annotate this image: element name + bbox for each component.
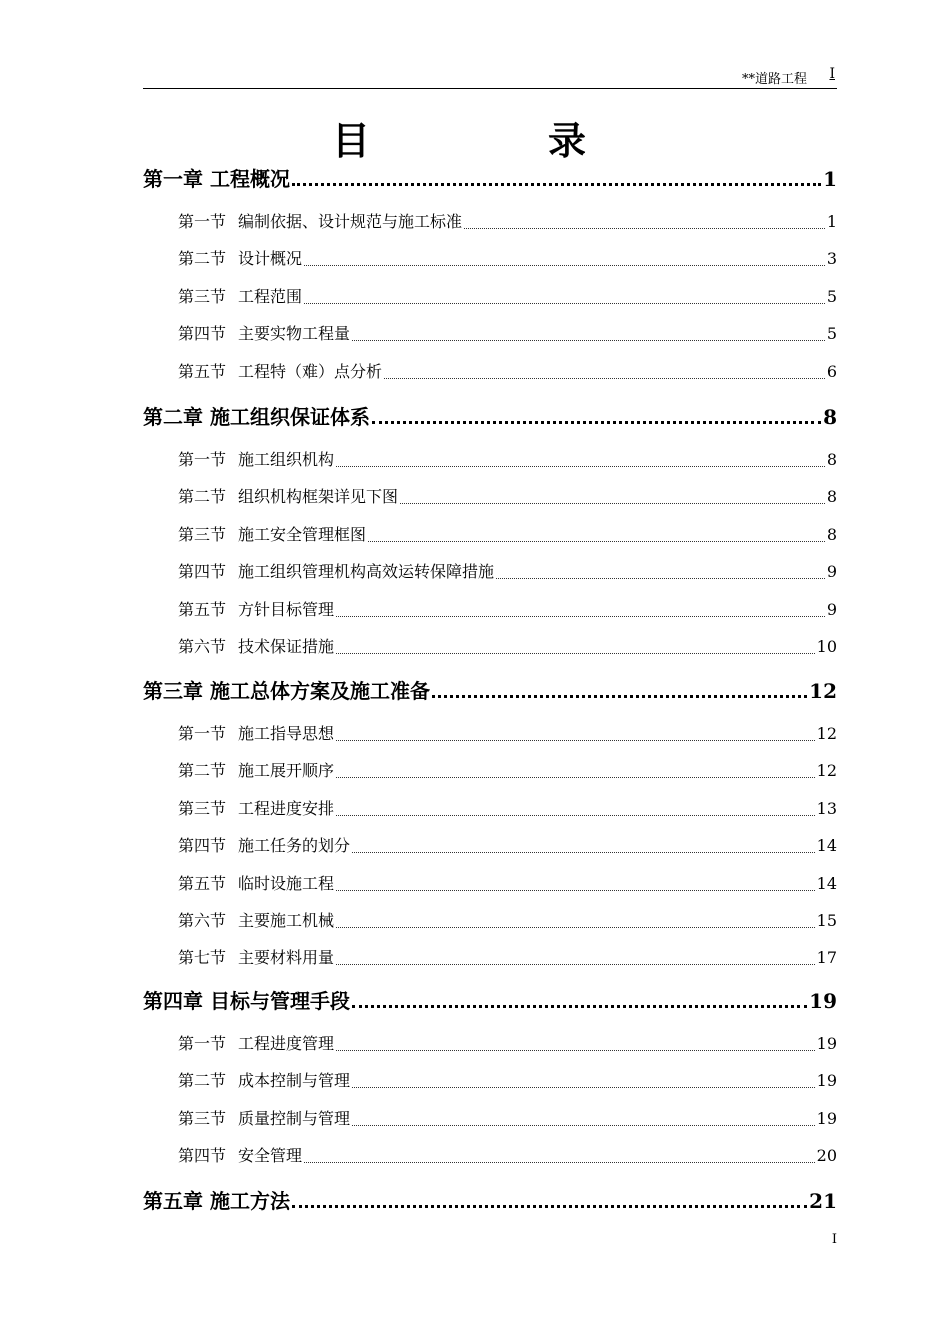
toc-section-number: 第一节 bbox=[178, 450, 227, 469]
toc-section-number: 第六节 bbox=[178, 637, 227, 656]
toc-page-number: 15 bbox=[816, 911, 837, 930]
toc-entry-label: 工程进度管理 bbox=[238, 1034, 335, 1053]
footer-page-number: I bbox=[831, 1232, 837, 1247]
dot-leader bbox=[336, 890, 815, 891]
dot-leader bbox=[336, 964, 815, 965]
toc-entry-label: 施工组织机构 bbox=[238, 450, 335, 469]
toc-entry-label: 方针目标管理 bbox=[238, 599, 335, 619]
toc-section-entry[interactable] bbox=[178, 1106, 837, 1132]
toc-page-number: 21 bbox=[809, 1189, 837, 1213]
dot-leader bbox=[336, 815, 815, 816]
toc-entry-label: 安全管理 bbox=[238, 1146, 303, 1166]
toc-page-number: 12 bbox=[809, 679, 837, 703]
toc-section-number: 第一节 bbox=[178, 1034, 227, 1053]
toc-section-entry[interactable] bbox=[178, 721, 837, 747]
toc-entry-label: 施工组织管理机构高效运转保障措施 bbox=[238, 562, 495, 582]
dot-leader bbox=[336, 653, 815, 654]
toc-page-number: 9 bbox=[826, 562, 837, 582]
toc-entry-label: 工程范围 bbox=[238, 286, 303, 306]
dot-leader bbox=[352, 1005, 807, 1008]
toc-section-entry[interactable] bbox=[178, 359, 837, 385]
toc-page-number: 5 bbox=[826, 324, 837, 344]
header-page-number: I bbox=[829, 66, 835, 82]
dot-leader bbox=[352, 1087, 815, 1088]
toc-page-number: 6 bbox=[826, 361, 837, 381]
toc-page-number: 8 bbox=[826, 487, 837, 507]
toc-section-number: 第二节 bbox=[178, 487, 227, 507]
toc-section-number: 第二节 bbox=[178, 761, 227, 781]
dot-leader bbox=[352, 1125, 815, 1126]
dot-leader bbox=[304, 1162, 815, 1163]
dot-leader bbox=[336, 616, 825, 617]
toc-section-number: 第四节 bbox=[178, 324, 227, 344]
toc-entry-label: 第一章 工程概况 bbox=[143, 167, 290, 191]
dot-leader bbox=[304, 303, 825, 304]
toc-section-number: 第四节 bbox=[178, 1146, 227, 1166]
toc-section-entry[interactable] bbox=[178, 1143, 837, 1169]
toc-section-entry[interactable] bbox=[178, 246, 837, 272]
toc-section-number: 第二节 bbox=[178, 249, 227, 269]
toc-entry-label: 施工安全管理框图 bbox=[238, 524, 367, 544]
toc-page-number: 20 bbox=[816, 1146, 837, 1166]
dot-leader bbox=[384, 378, 825, 379]
toc-entry-label: 第三章 施工总体方案及施工准备 bbox=[143, 679, 430, 703]
dot-leader bbox=[464, 228, 825, 229]
toc-entry-label: 工程进度安排 bbox=[238, 798, 335, 818]
toc-entry-label: 施工指导思想 bbox=[238, 724, 335, 743]
dot-leader bbox=[352, 340, 825, 341]
toc-chapter-entry[interactable] bbox=[143, 676, 837, 706]
toc-page-number: 1 bbox=[823, 167, 837, 191]
toc-section-entry[interactable] bbox=[178, 945, 837, 971]
dot-leader bbox=[292, 1205, 807, 1208]
toc-chapter-entry[interactable] bbox=[143, 402, 837, 432]
toc-page-number: 10 bbox=[816, 637, 837, 656]
toc-page-number: 14 bbox=[816, 873, 837, 893]
toc-section-number: 第三节 bbox=[178, 524, 227, 544]
toc-entry-label: 施工展开顺序 bbox=[238, 761, 335, 781]
toc-entry-label: 成本控制与管理 bbox=[238, 1071, 351, 1091]
toc-entry-label: 质量控制与管理 bbox=[238, 1108, 351, 1128]
dot-leader bbox=[432, 695, 807, 698]
dot-leader bbox=[304, 265, 825, 266]
toc-section-number: 第一节 bbox=[178, 212, 227, 231]
toc-section-number: 第二节 bbox=[178, 1071, 227, 1091]
toc-page-number: 19 bbox=[816, 1108, 837, 1128]
toc-section-number: 第三节 bbox=[178, 1108, 227, 1128]
toc-section-number: 第六节 bbox=[178, 911, 227, 930]
toc-title: 目 录 bbox=[331, 119, 656, 163]
toc-page-number: 9 bbox=[826, 599, 837, 619]
toc-page-number: 5 bbox=[826, 286, 837, 306]
dot-leader bbox=[336, 927, 815, 928]
toc-page-number: 8 bbox=[826, 524, 837, 544]
toc-section-entry[interactable] bbox=[178, 284, 837, 310]
toc-section-entry[interactable] bbox=[178, 484, 837, 510]
toc-section-entry[interactable] bbox=[178, 559, 837, 585]
toc-entry-label: 临时设施工程 bbox=[238, 873, 335, 893]
toc-section-entry[interactable] bbox=[178, 321, 837, 347]
toc-section-entry[interactable] bbox=[178, 209, 837, 235]
toc-section-entry[interactable] bbox=[178, 447, 837, 473]
toc-page-number: 13 bbox=[816, 798, 837, 818]
toc-page-number: 17 bbox=[816, 948, 837, 968]
toc-chapter-entry[interactable] bbox=[143, 1186, 837, 1216]
toc-entry-label: 技术保证措施 bbox=[238, 637, 335, 656]
page-header bbox=[143, 62, 837, 89]
toc-entry-label: 工程特（难）点分析 bbox=[238, 361, 383, 381]
toc-section-entry[interactable] bbox=[178, 833, 837, 859]
toc-page-number: 1 bbox=[826, 212, 837, 231]
toc-section-number: 第三节 bbox=[178, 798, 227, 818]
toc-section-entry[interactable] bbox=[178, 758, 837, 784]
toc-page-number: 12 bbox=[816, 761, 837, 781]
toc-section-number: 第四节 bbox=[178, 562, 227, 582]
toc-chapter-entry[interactable] bbox=[143, 986, 837, 1016]
toc-entry-label: 设计概况 bbox=[238, 249, 303, 269]
toc-page-number: 19 bbox=[816, 1034, 837, 1053]
toc-section-entry[interactable] bbox=[178, 796, 837, 822]
toc-entry-label: 第二章 施工组织保证体系 bbox=[143, 405, 370, 429]
toc-section-number: 第五节 bbox=[178, 599, 227, 619]
dot-leader bbox=[336, 466, 825, 467]
toc-section-entry[interactable] bbox=[178, 908, 837, 934]
dot-leader bbox=[368, 541, 825, 542]
toc-section-number: 第七节 bbox=[178, 948, 227, 968]
toc-section-number: 第一节 bbox=[178, 724, 227, 743]
dot-leader bbox=[336, 777, 815, 778]
toc-entry-label: 编制依据、设计规范与施工标准 bbox=[238, 212, 463, 231]
toc-page-number: 8 bbox=[823, 405, 837, 429]
dot-leader bbox=[400, 503, 825, 504]
toc-page-number: 14 bbox=[816, 836, 837, 856]
dot-leader bbox=[352, 852, 815, 853]
toc-section-entry[interactable] bbox=[178, 1031, 837, 1057]
toc-entry-label: 主要材料用量 bbox=[238, 948, 335, 968]
toc-entry-label: 组织机构框架详见下图 bbox=[238, 487, 399, 507]
toc-section-entry[interactable] bbox=[178, 522, 837, 548]
toc-chapter-entry[interactable] bbox=[143, 164, 837, 194]
toc-section-number: 第五节 bbox=[178, 873, 227, 893]
dot-leader bbox=[336, 740, 815, 741]
toc-page-number: 19 bbox=[816, 1071, 837, 1091]
toc-page-number: 3 bbox=[826, 249, 837, 269]
dot-leader bbox=[496, 578, 825, 579]
header-title: **道路工程 bbox=[741, 72, 807, 87]
toc-entry-label: 主要施工机械 bbox=[238, 911, 335, 930]
dot-leader bbox=[372, 421, 821, 424]
toc-page-number: 19 bbox=[809, 989, 837, 1013]
toc-section-number: 第五节 bbox=[178, 361, 227, 381]
toc-section-entry[interactable] bbox=[178, 597, 837, 623]
toc-section-entry[interactable] bbox=[178, 634, 837, 660]
toc-section-number: 第三节 bbox=[178, 286, 227, 306]
toc-section-entry[interactable] bbox=[178, 1068, 837, 1094]
toc-entry-label: 施工任务的划分 bbox=[238, 836, 351, 856]
toc-entry-label: 第五章 施工方法 bbox=[143, 1189, 290, 1213]
toc-entry-label: 第四章 目标与管理手段 bbox=[143, 989, 350, 1013]
dot-leader bbox=[292, 183, 821, 186]
toc-section-number: 第四节 bbox=[178, 836, 227, 856]
toc-entry-label: 主要实物工程量 bbox=[238, 324, 351, 344]
toc-page-number: 8 bbox=[826, 450, 837, 469]
dot-leader bbox=[336, 1050, 815, 1051]
toc-section-entry[interactable] bbox=[178, 871, 837, 897]
toc-page-number: 12 bbox=[816, 724, 837, 743]
